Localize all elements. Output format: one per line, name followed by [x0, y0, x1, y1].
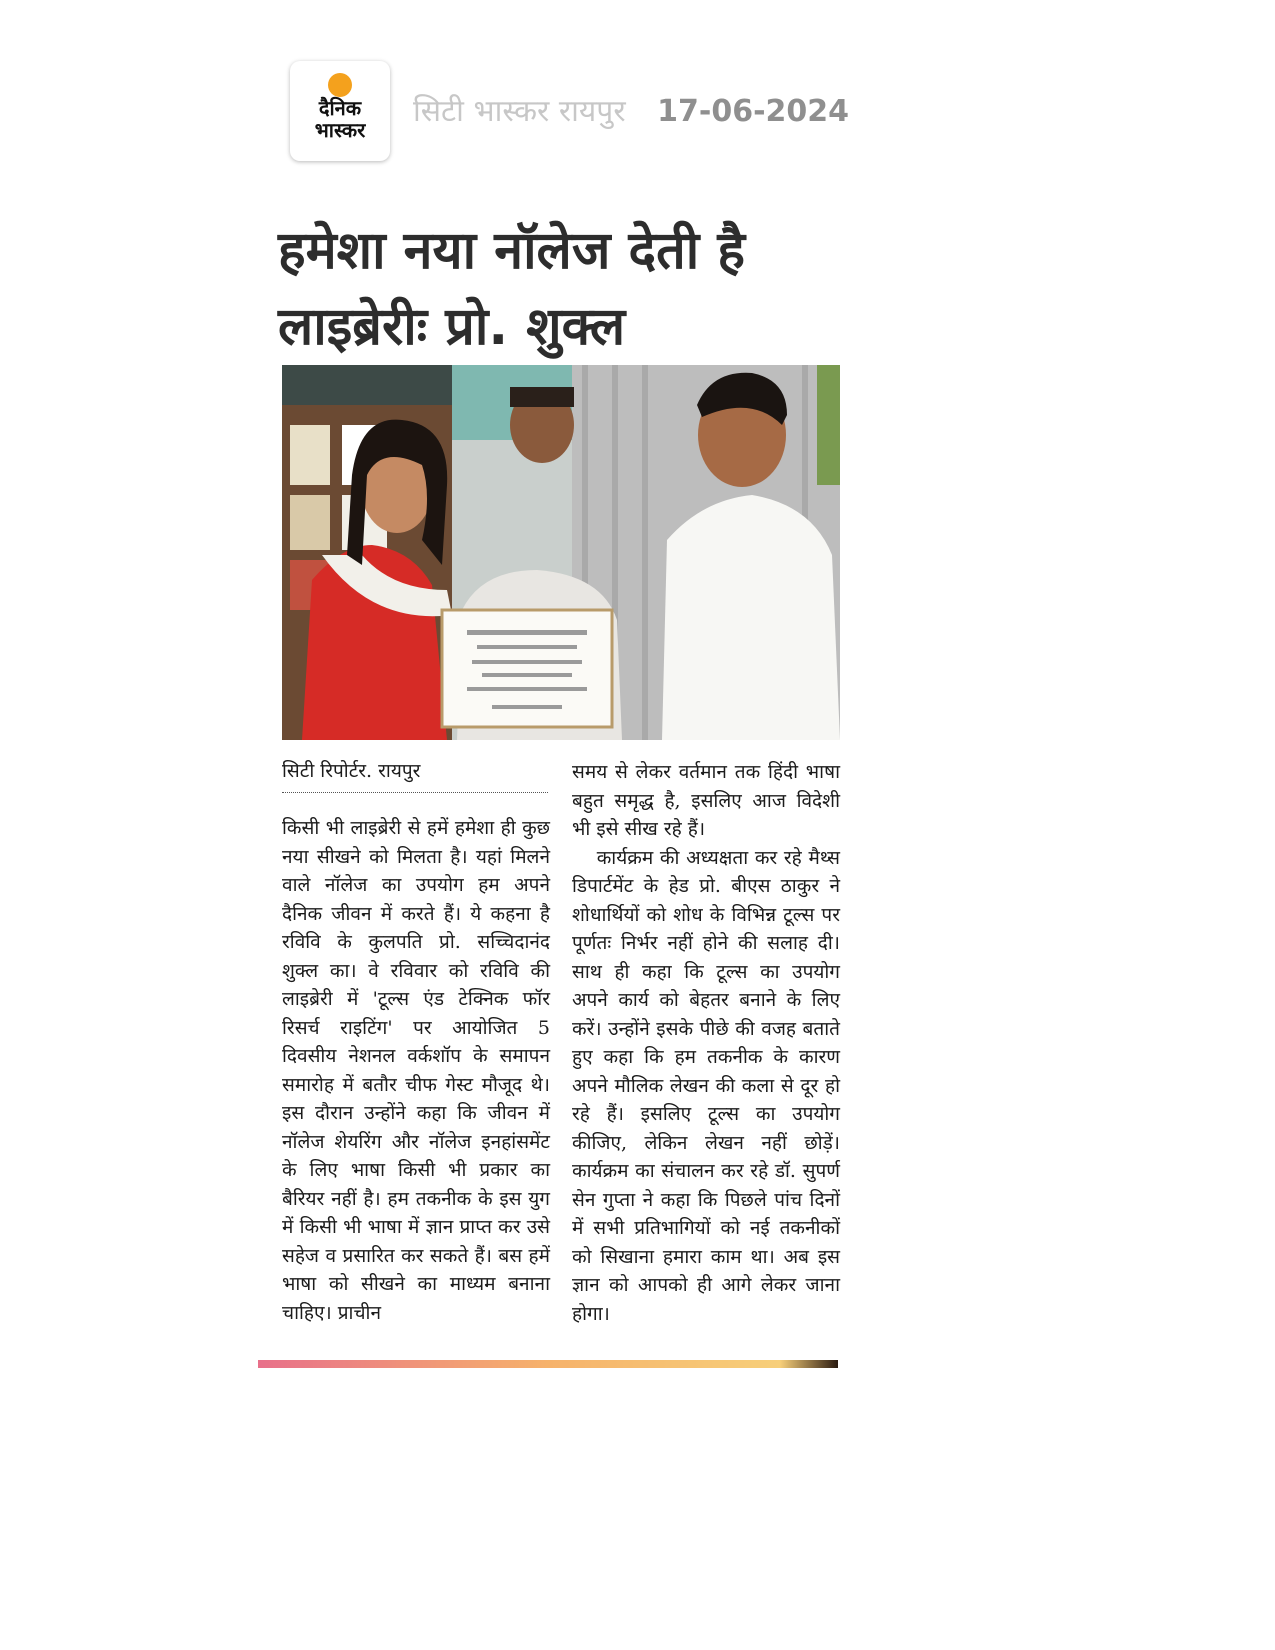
article-photo	[282, 365, 840, 740]
byline: सिटी रिपोर्टर. रायपुर	[282, 758, 548, 793]
article-headline: हमेशा नया नॉलेज देती है लाइब्रेरीः प्रो. शुक्ल	[278, 221, 745, 357]
article-paragraph: किसी भी लाइब्रेरी से हमें हमेशा ही कुछ नया सीखने को मिलता है। यहां मिलने वाले नॉलेज का उपयोग हम अपने दैनिक जीवन में करते हैं। ये कहना है रविवि के कुलपति प्रो. सच्चिदानंद शुक्ल का। वे रविवार को रविवि की लाइब्रेरी में 'टूल्स एंड टेक्निक फॉर रिसर्च राइटिंग' पर आयोजित 5 दिवसीय नेशनल वर्कशॉप के समापन समारोह में बतौर चीफ गेस्ट मौजूद थे। इस दौरान उन्होंने कहा कि जीवन में नॉलेज शेयरिंग और नॉलेज इनहांसमेंट के लिए भाषा किसी भी प्रकार का बैरियर नहीं है। हम तकनीक के इस युग में किसी भी भाषा में ज्ञान प्राप्त कर उसे सहेज व प्रसारित कर सकते हैं। बस हमें भाषा को सीखने का माध्यम बनाना चाहिए। प्राचीन	[282, 817, 550, 1324]
article-column-left	[282, 814, 550, 1327]
masthead	[413, 92, 849, 132]
article-paragraph: समय से लेकर वर्तमान तक हिंदी भाषा बहुत समृद्ध है, इसलिए आज विदेशी भी इसे सीख रहे हैं।	[572, 761, 840, 840]
logo-line-2: भास्कर	[314, 118, 366, 142]
logo-line-1: दैनिक	[318, 96, 362, 120]
dainik-bhaskar-logo	[290, 61, 390, 161]
publication-date: 17-06-2024	[657, 94, 850, 129]
edition-name: सिटी भास्कर रायपुर	[413, 94, 626, 129]
article-paragraph: कार्यक्रम की अध्यक्षता कर रहे मैथ्स डिपार्टमेंट के हेड प्रो. बीएस ठाकुर ने शोधार्थियों को शोध के विभिन्न टूल्स पर पूर्णतः निर्भर नहीं होने की सलाह दी। साथ ही कहा कि टूल्स का उपयोग अपने कार्य को बेहतर बनाने के लिए करें। उन्होंने इसके पीछे की वजह बताते हुए कहा कि हम तकनीक के कारण अपने मौलिक लेखन की कला से दूर हो रहे हैं। इसलिए टूल्स का उपयोग कीजिए, लेकिन लेखन नहीं छोड़ें। कार्यक्रम का संचालन कर रहे डॉ. सुपर्ण सेन गुप्ता ने कहा कि पिछले पांच दिनों में सभी प्रतिभागियों को नई तकनीकों को सिखाना हमारा काम था। अब इस ज्ञान को आपको ही आगे लेकर जाना होगा।	[572, 846, 840, 1325]
article-column-right	[572, 758, 840, 1328]
bottom-divider	[258, 1360, 838, 1368]
sun-icon	[328, 73, 352, 97]
